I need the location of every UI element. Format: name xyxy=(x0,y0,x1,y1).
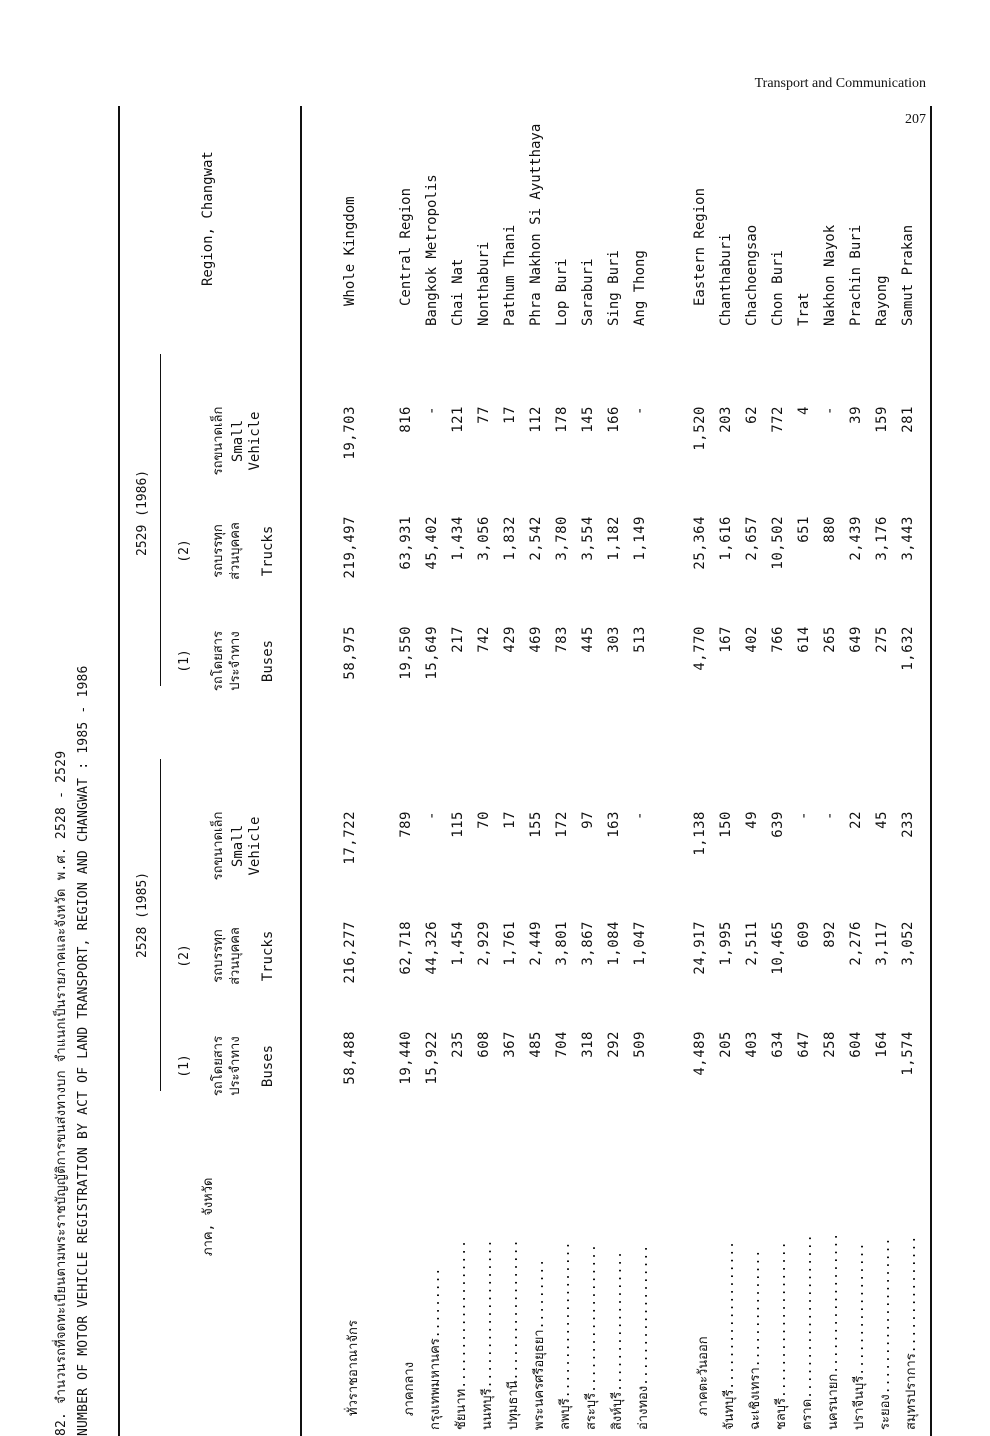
table-cell: 10,502 xyxy=(770,516,786,570)
table-cell: 115 xyxy=(450,811,466,838)
row-label-thai: ชัยนาท................... xyxy=(454,1240,469,1430)
row-label-thai: ชลบุรี.................... xyxy=(774,1241,789,1430)
column-header-english: Trucks xyxy=(260,930,276,982)
running-header: Transport and Communication xyxy=(754,76,926,91)
table-cell: 1,434 xyxy=(450,516,466,561)
table-cell: 178 xyxy=(554,406,570,433)
column-header-english: Trucks xyxy=(260,525,276,577)
table-cell: 4,489 xyxy=(692,1031,708,1076)
row-label-thai: ปทุมธานี.................. xyxy=(506,1239,521,1430)
table-cell: 2,542 xyxy=(528,516,544,561)
table-cell: 772 xyxy=(770,406,786,433)
row-label-thai: ภาคกลาง xyxy=(402,1361,417,1416)
column-header-thai: รถบรรทุก ส่วนบุคคล xyxy=(211,522,243,580)
table-cell: 2,276 xyxy=(848,921,864,966)
column-header-english: Small Vehicle xyxy=(230,816,263,876)
table-cell: 58,488 xyxy=(342,1031,358,1085)
row-label-english: Prachin Buri xyxy=(848,224,864,326)
table-cell: 1,047 xyxy=(632,921,648,966)
table-cell: 1,149 xyxy=(632,516,648,561)
table-cell: 608 xyxy=(476,1031,492,1058)
table-cell: 159 xyxy=(874,406,890,433)
column-header-thai: รถขนาดเล็ก xyxy=(211,811,226,881)
row-label-english: Chachoengsao xyxy=(744,224,760,326)
table-cell: 4 xyxy=(796,406,812,415)
table-cell: - xyxy=(632,811,648,820)
table-cell: 121 xyxy=(450,406,466,433)
header-bottom-rule xyxy=(300,106,302,1436)
table-cell: 216,277 xyxy=(342,921,358,984)
table-cell: 1,084 xyxy=(606,921,622,966)
table-cell: 217 xyxy=(450,626,466,653)
row-label-english: Eastern Region xyxy=(692,187,708,306)
table-cell: 258 xyxy=(822,1031,838,1058)
column-number: (1) xyxy=(177,649,192,673)
table-cell: 17 xyxy=(502,811,518,829)
table-cell: 39 xyxy=(848,406,864,424)
table-cell: 2,439 xyxy=(848,516,864,561)
table-cell: - xyxy=(822,811,838,820)
row-label-thai: ฉะเชิงเทรา............... xyxy=(748,1249,763,1430)
table-cell: 265 xyxy=(822,626,838,653)
table-cell: 3,052 xyxy=(900,921,916,966)
table-cell: - xyxy=(632,406,648,415)
table-cell: 63,931 xyxy=(398,516,414,570)
table-cell: 17,722 xyxy=(342,811,358,865)
table-cell: 281 xyxy=(900,406,916,433)
table-cell: 163 xyxy=(606,811,622,838)
table-cell: 166 xyxy=(606,406,622,433)
table-cell: 19,703 xyxy=(342,406,358,460)
table-cell: 651 xyxy=(796,516,812,543)
table-cell: 62,718 xyxy=(398,921,414,975)
table-cell: 3,117 xyxy=(874,921,890,966)
row-label-english: Chanthaburi xyxy=(718,233,734,326)
table-cell: 4,770 xyxy=(692,626,708,671)
row-label-thai: นนทบุรี................... xyxy=(480,1239,495,1430)
row-label-english: Phra Nakhon Si Ayutthaya xyxy=(528,123,544,326)
table-cell: 219,497 xyxy=(342,516,358,579)
table-cell: 2,929 xyxy=(476,921,492,966)
row-label-english: Lop Buri xyxy=(554,258,570,326)
table-cell: - xyxy=(424,406,440,415)
year-2-rule xyxy=(160,354,161,686)
table-cell: 509 xyxy=(632,1031,648,1058)
table-cell: 275 xyxy=(874,626,890,653)
row-label-english: Sing Buri xyxy=(606,250,622,326)
row-label-thai: ลพบุรี.................... xyxy=(558,1241,573,1430)
year-2-heading: 2529 (1986) xyxy=(135,469,150,556)
row-label-english: Chai Nat xyxy=(450,258,466,326)
column-header-thai: รถโดยสาร ประจำทาง xyxy=(211,1035,243,1097)
row-label-thai: ตราด..................... xyxy=(800,1234,815,1430)
table-cell: 1,182 xyxy=(606,516,622,561)
table-cell: 292 xyxy=(606,1031,622,1058)
row-label-thai: สระบุรี................... xyxy=(584,1244,599,1430)
table-cell: 742 xyxy=(476,626,492,653)
row-label-thai: พระนครศรีอยุธยา......... xyxy=(532,1258,547,1430)
row-label-thai: อ่างทอง.................. xyxy=(636,1244,651,1430)
table-cell: 892 xyxy=(822,921,838,948)
table-cell: 150 xyxy=(718,811,734,838)
table-cell: 233 xyxy=(900,811,916,838)
table-cell: 609 xyxy=(796,921,812,948)
bottom-rule xyxy=(930,106,932,1436)
table-cell: 3,056 xyxy=(476,516,492,561)
table-cell: 1,138 xyxy=(692,811,708,856)
table-cell: - xyxy=(424,811,440,820)
table-cell: 112 xyxy=(528,406,544,433)
table-cell: 235 xyxy=(450,1031,466,1058)
table-cell: 367 xyxy=(502,1031,518,1058)
table-cell: 1,616 xyxy=(718,516,734,561)
page-number: 207 xyxy=(905,112,926,127)
table-cell: 3,780 xyxy=(554,516,570,561)
table-cell: 402 xyxy=(744,626,760,653)
table-cell: 649 xyxy=(848,626,864,653)
column-header-thai: รถบรรทุก ส่วนบุคคล xyxy=(211,927,243,985)
table-cell: 22 xyxy=(848,811,864,829)
table-cell: 1,632 xyxy=(900,626,916,671)
table-cell: 97 xyxy=(580,811,596,829)
table-cell: 634 xyxy=(770,1031,786,1058)
table-cell: 429 xyxy=(502,626,518,653)
table-cell: 1,520 xyxy=(692,406,708,451)
table-cell: 45,402 xyxy=(424,516,440,570)
table-cell: 44,326 xyxy=(424,921,440,975)
row-label-english: Rayong xyxy=(874,275,890,326)
table-cell: 25,364 xyxy=(692,516,708,570)
table-cell: 485 xyxy=(528,1031,544,1058)
column-number: (1) xyxy=(177,1054,192,1078)
row-label-english: Nakhon Nayok xyxy=(822,224,838,326)
table-cell: 445 xyxy=(580,626,596,653)
table-cell: 19,550 xyxy=(398,626,414,680)
table-cell: 24,917 xyxy=(692,921,708,975)
row-label-english: Ang Thong xyxy=(632,250,648,326)
table-cell: 62 xyxy=(744,406,760,424)
table-cell: 789 xyxy=(398,811,414,838)
table-cell: 639 xyxy=(770,811,786,838)
table-cell: 513 xyxy=(632,626,648,653)
table-cell: 880 xyxy=(822,516,838,543)
table-cell: 145 xyxy=(580,406,596,433)
table-cell: 58,975 xyxy=(342,626,358,680)
table-cell: 469 xyxy=(528,626,544,653)
table-cell: 3,554 xyxy=(580,516,596,561)
column-header-english: Buses xyxy=(260,1044,276,1088)
table-cell: 49 xyxy=(744,811,760,829)
table-cell: 155 xyxy=(528,811,544,838)
table-title-thai: 82. จำนวนรถที่จดทะเบียนตามพระราชบัญญัติการขนส่งทางบก จำแนกเป็นรายภาคและจังหวัด พ.ศ. 2528 - 2529 xyxy=(54,750,69,1436)
row-label-english: Bangkok Metropolis xyxy=(424,174,440,326)
row-label-english: Samut Prakan xyxy=(900,224,916,326)
table-cell: 1,995 xyxy=(718,921,734,966)
row-label-english: Pathum Thani xyxy=(502,224,518,326)
row-label-thai: จันทบุรี................... xyxy=(722,1240,737,1430)
row-label-thai: ปราจีนบุรี................. xyxy=(852,1242,867,1430)
row-label-thai: สมุทรปราการ............... xyxy=(904,1235,919,1430)
table-cell: 1,832 xyxy=(502,516,518,561)
row-label-english: Chon Buri xyxy=(770,250,786,326)
table-cell: 19,440 xyxy=(398,1031,414,1085)
row-label-english: Nonthaburi xyxy=(476,241,492,326)
row-label-english: Central Region xyxy=(398,187,414,306)
table-title-english: NUMBER OF MOTOR VEHICLE REGISTRATION BY ACT OF LAND TRANSPORT, REGION AND CHANGWAT : 1985 - 1986 xyxy=(76,665,91,1436)
table-cell: 10,465 xyxy=(770,921,786,975)
table-cell: 2,657 xyxy=(744,516,760,561)
year-1-rule xyxy=(160,759,161,1091)
table-cell: 766 xyxy=(770,626,786,653)
table-cell: 604 xyxy=(848,1031,864,1058)
table-cell: 70 xyxy=(476,811,492,829)
row-label-english: Whole Kingdom xyxy=(342,196,358,306)
row-label-english: Saraburi xyxy=(580,258,596,326)
table-cell: 203 xyxy=(718,406,734,433)
column-header-thai: รถขนาดเล็ก xyxy=(211,406,226,476)
table-cell: 3,176 xyxy=(874,516,890,561)
row-label-thai: กรุงเทพมหานคร......... xyxy=(428,1267,443,1430)
table-cell: - xyxy=(796,811,812,820)
table-cell: 1,761 xyxy=(502,921,518,966)
table-cell: 704 xyxy=(554,1031,570,1058)
column-header-english: Small Vehicle xyxy=(230,411,263,471)
table-cell: 783 xyxy=(554,626,570,653)
table-cell: 816 xyxy=(398,406,414,433)
table-cell: 2,511 xyxy=(744,921,760,966)
table-cell: 1,454 xyxy=(450,921,466,966)
column-header-thai: รถโดยสาร ประจำทาง xyxy=(211,630,243,692)
table-cell: 3,867 xyxy=(580,921,596,966)
row-label-thai: สิงห์บุรี.................. xyxy=(610,1251,625,1430)
column-number: (2) xyxy=(177,539,192,563)
column-number: (2) xyxy=(177,944,192,968)
table-cell: 45 xyxy=(874,811,890,829)
row-label-thai: ภาคตะวันออก xyxy=(696,1336,711,1416)
table-cell: 164 xyxy=(874,1031,890,1058)
row-label-thai: ทั่วราชอาณาจักร xyxy=(346,1320,361,1416)
table-cell: 77 xyxy=(476,406,492,424)
table-cell: 3,801 xyxy=(554,921,570,966)
label-head-thai: ภาค, จังหวัด xyxy=(201,1177,216,1256)
year-1-heading: 2528 (1985) xyxy=(135,871,150,958)
table-cell: 172 xyxy=(554,811,570,838)
table-cell: 303 xyxy=(606,626,622,653)
row-label-thai: ระยอง.................... xyxy=(878,1237,893,1430)
table-cell: 614 xyxy=(796,626,812,653)
row-label-thai: นครนายก.................. xyxy=(826,1232,841,1430)
row-label-english: Trat xyxy=(796,292,812,326)
table-cell: 3,443 xyxy=(900,516,916,561)
label-head-english: Region, Changwat xyxy=(200,151,216,286)
table-cell: - xyxy=(822,406,838,415)
top-rule xyxy=(118,106,120,1436)
table-cell: 647 xyxy=(796,1031,812,1058)
table-cell: 167 xyxy=(718,626,734,653)
table-cell: 205 xyxy=(718,1031,734,1058)
table-cell: 15,649 xyxy=(424,626,440,680)
table-cell: 318 xyxy=(580,1031,596,1058)
table-cell: 17 xyxy=(502,406,518,424)
table-cell: 403 xyxy=(744,1031,760,1058)
column-header-english: Buses xyxy=(260,639,276,683)
table-cell: 1,574 xyxy=(900,1031,916,1076)
table-cell: 2,449 xyxy=(528,921,544,966)
table-cell: 15,922 xyxy=(424,1031,440,1085)
